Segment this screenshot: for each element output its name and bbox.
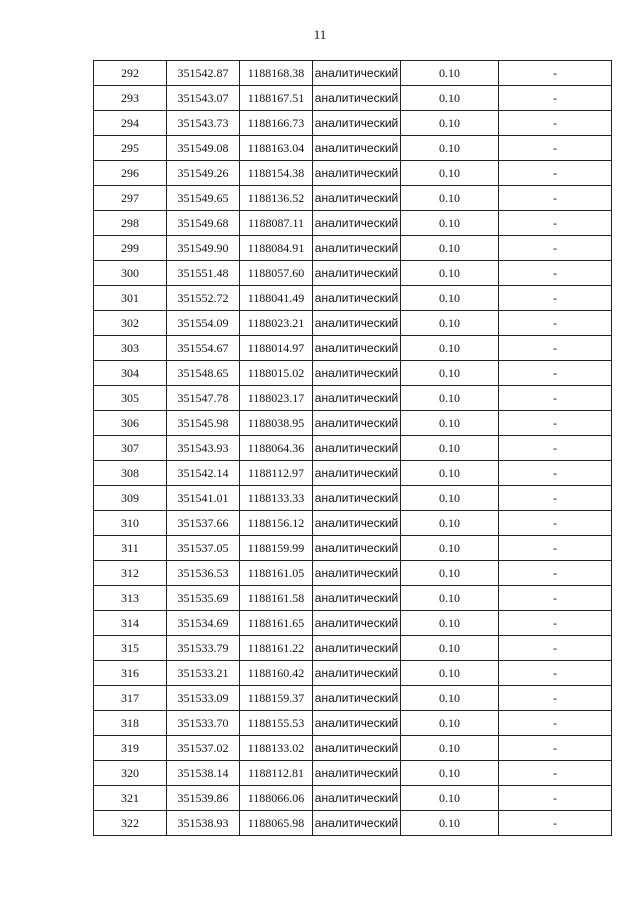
y-coordinate-cell: 1188112.81	[240, 761, 313, 786]
table-row	[94, 311, 612, 336]
y-coordinate-cell: 1188161.22	[240, 636, 313, 661]
error-cell: 0.10	[401, 586, 499, 611]
method-cell: аналитический	[313, 211, 401, 236]
method-cell: аналитический	[313, 311, 401, 336]
x-coordinate-cell: 351538.14	[167, 761, 240, 786]
table-row	[94, 561, 612, 586]
error-cell: 0.10	[401, 311, 499, 336]
table-row	[94, 386, 612, 411]
error-cell: 0.10	[401, 161, 499, 186]
note-cell: -	[499, 761, 612, 786]
method-cell: аналитический	[313, 286, 401, 311]
point-number-cell: 292	[94, 61, 167, 86]
method-cell: аналитический	[313, 811, 401, 836]
point-number-cell: 309	[94, 486, 167, 511]
error-cell: 0.10	[401, 236, 499, 261]
point-number-cell: 319	[94, 736, 167, 761]
table-row	[94, 336, 612, 361]
x-coordinate-cell: 351533.09	[167, 686, 240, 711]
y-coordinate-cell: 1188041.49	[240, 286, 313, 311]
point-number-cell: 299	[94, 236, 167, 261]
x-coordinate-cell: 351541.01	[167, 486, 240, 511]
point-number-cell: 301	[94, 286, 167, 311]
x-coordinate-cell: 351534.69	[167, 611, 240, 636]
method-cell: аналитический	[313, 461, 401, 486]
table-row	[94, 686, 612, 711]
error-cell: 0.10	[401, 536, 499, 561]
error-cell: 0.10	[401, 411, 499, 436]
coordinates-table-body	[94, 61, 612, 836]
error-cell: 0.10	[401, 261, 499, 286]
x-coordinate-cell: 351536.53	[167, 561, 240, 586]
x-coordinate-cell: 351554.09	[167, 311, 240, 336]
error-cell: 0.10	[401, 636, 499, 661]
error-cell: 0.10	[401, 436, 499, 461]
note-cell: -	[499, 511, 612, 536]
table-row	[94, 786, 612, 811]
method-cell: аналитический	[313, 361, 401, 386]
table-row	[94, 761, 612, 786]
error-cell: 0.10	[401, 761, 499, 786]
point-number-cell: 293	[94, 86, 167, 111]
note-cell: -	[499, 811, 612, 836]
point-number-cell: 297	[94, 186, 167, 211]
x-coordinate-cell: 351542.87	[167, 61, 240, 86]
note-cell: -	[499, 536, 612, 561]
point-number-cell: 311	[94, 536, 167, 561]
table-row	[94, 436, 612, 461]
table-row	[94, 811, 612, 836]
table-row	[94, 736, 612, 761]
table-row	[94, 461, 612, 486]
x-coordinate-cell: 351543.73	[167, 111, 240, 136]
point-number-cell: 308	[94, 461, 167, 486]
y-coordinate-cell: 1188084.91	[240, 236, 313, 261]
x-coordinate-cell: 351548.65	[167, 361, 240, 386]
note-cell: -	[499, 136, 612, 161]
note-cell: -	[499, 361, 612, 386]
y-coordinate-cell: 1188160.42	[240, 661, 313, 686]
error-cell: 0.10	[401, 786, 499, 811]
table-row	[94, 161, 612, 186]
note-cell: -	[499, 61, 612, 86]
y-coordinate-cell: 1188133.02	[240, 736, 313, 761]
method-cell: аналитический	[313, 411, 401, 436]
method-cell: аналитический	[313, 161, 401, 186]
table-row	[94, 361, 612, 386]
point-number-cell: 316	[94, 661, 167, 686]
method-cell: аналитический	[313, 536, 401, 561]
y-coordinate-cell: 1188023.21	[240, 311, 313, 336]
method-cell: аналитический	[313, 511, 401, 536]
point-number-cell: 313	[94, 586, 167, 611]
table-row	[94, 286, 612, 311]
note-cell: -	[499, 161, 612, 186]
y-coordinate-cell: 1188161.65	[240, 611, 313, 636]
y-coordinate-cell: 1188066.06	[240, 786, 313, 811]
point-number-cell: 302	[94, 311, 167, 336]
error-cell: 0.10	[401, 286, 499, 311]
table-row	[94, 511, 612, 536]
coordinates-table	[93, 60, 612, 836]
x-coordinate-cell: 351545.98	[167, 411, 240, 436]
note-cell: -	[499, 86, 612, 111]
point-number-cell: 306	[94, 411, 167, 436]
note-cell: -	[499, 611, 612, 636]
point-number-cell: 305	[94, 386, 167, 411]
y-coordinate-cell: 1188154.38	[240, 161, 313, 186]
point-number-cell: 310	[94, 511, 167, 536]
note-cell: -	[499, 686, 612, 711]
note-cell: -	[499, 111, 612, 136]
error-cell: 0.10	[401, 136, 499, 161]
y-coordinate-cell: 1188166.73	[240, 111, 313, 136]
error-cell: 0.10	[401, 211, 499, 236]
table-row	[94, 661, 612, 686]
x-coordinate-cell: 351549.65	[167, 186, 240, 211]
y-coordinate-cell: 1188064.36	[240, 436, 313, 461]
method-cell: аналитический	[313, 136, 401, 161]
error-cell: 0.10	[401, 86, 499, 111]
point-number-cell: 315	[94, 636, 167, 661]
error-cell: 0.10	[401, 561, 499, 586]
y-coordinate-cell: 1188038.95	[240, 411, 313, 436]
x-coordinate-cell: 351539.86	[167, 786, 240, 811]
point-number-cell: 294	[94, 111, 167, 136]
x-coordinate-cell: 351533.70	[167, 711, 240, 736]
x-coordinate-cell: 351537.66	[167, 511, 240, 536]
error-cell: 0.10	[401, 386, 499, 411]
table-row	[94, 136, 612, 161]
point-number-cell: 318	[94, 711, 167, 736]
point-number-cell: 312	[94, 561, 167, 586]
y-coordinate-cell: 1188057.60	[240, 261, 313, 286]
method-cell: аналитический	[313, 261, 401, 286]
note-cell: -	[499, 261, 612, 286]
x-coordinate-cell: 351533.79	[167, 636, 240, 661]
method-cell: аналитический	[313, 711, 401, 736]
point-number-cell: 298	[94, 211, 167, 236]
point-number-cell: 317	[94, 686, 167, 711]
note-cell: -	[499, 436, 612, 461]
method-cell: аналитический	[313, 436, 401, 461]
note-cell: -	[499, 386, 612, 411]
x-coordinate-cell: 351535.69	[167, 586, 240, 611]
y-coordinate-cell: 1188159.99	[240, 536, 313, 561]
x-coordinate-cell: 351549.90	[167, 236, 240, 261]
y-coordinate-cell: 1188065.98	[240, 811, 313, 836]
x-coordinate-cell: 351549.68	[167, 211, 240, 236]
y-coordinate-cell: 1188014.97	[240, 336, 313, 361]
table-row	[94, 536, 612, 561]
point-number-cell: 295	[94, 136, 167, 161]
x-coordinate-cell: 351554.67	[167, 336, 240, 361]
x-coordinate-cell: 351547.78	[167, 386, 240, 411]
error-cell: 0.10	[401, 336, 499, 361]
table-row	[94, 411, 612, 436]
y-coordinate-cell: 1188168.38	[240, 61, 313, 86]
note-cell: -	[499, 286, 612, 311]
error-cell: 0.10	[401, 711, 499, 736]
y-coordinate-cell: 1188161.58	[240, 586, 313, 611]
method-cell: аналитический	[313, 611, 401, 636]
method-cell: аналитический	[313, 111, 401, 136]
y-coordinate-cell: 1188167.51	[240, 86, 313, 111]
table-row	[94, 86, 612, 111]
table-row	[94, 486, 612, 511]
point-number-cell: 304	[94, 361, 167, 386]
point-number-cell: 307	[94, 436, 167, 461]
method-cell: аналитический	[313, 761, 401, 786]
y-coordinate-cell: 1188087.11	[240, 211, 313, 236]
table-row	[94, 211, 612, 236]
x-coordinate-cell: 351542.14	[167, 461, 240, 486]
note-cell: -	[499, 486, 612, 511]
method-cell: аналитический	[313, 661, 401, 686]
note-cell: -	[499, 411, 612, 436]
error-cell: 0.10	[401, 361, 499, 386]
note-cell: -	[499, 786, 612, 811]
x-coordinate-cell: 351537.05	[167, 536, 240, 561]
y-coordinate-cell: 1188163.04	[240, 136, 313, 161]
table-row	[94, 586, 612, 611]
method-cell: аналитический	[313, 786, 401, 811]
point-number-cell: 321	[94, 786, 167, 811]
error-cell: 0.10	[401, 811, 499, 836]
error-cell: 0.10	[401, 486, 499, 511]
point-number-cell: 322	[94, 811, 167, 836]
y-coordinate-cell: 1188155.53	[240, 711, 313, 736]
x-coordinate-cell: 351537.02	[167, 736, 240, 761]
y-coordinate-cell: 1188159.37	[240, 686, 313, 711]
x-coordinate-cell: 351543.07	[167, 86, 240, 111]
method-cell: аналитический	[313, 686, 401, 711]
x-coordinate-cell: 351551.48	[167, 261, 240, 286]
method-cell: аналитический	[313, 386, 401, 411]
y-coordinate-cell: 1188023.17	[240, 386, 313, 411]
table-row	[94, 186, 612, 211]
note-cell: -	[499, 711, 612, 736]
note-cell: -	[499, 311, 612, 336]
point-number-cell: 314	[94, 611, 167, 636]
x-coordinate-cell: 351538.93	[167, 811, 240, 836]
table-row	[94, 61, 612, 86]
method-cell: аналитический	[313, 186, 401, 211]
x-coordinate-cell: 351549.26	[167, 161, 240, 186]
note-cell: -	[499, 661, 612, 686]
y-coordinate-cell: 1188133.33	[240, 486, 313, 511]
method-cell: аналитический	[313, 736, 401, 761]
error-cell: 0.10	[401, 736, 499, 761]
method-cell: аналитический	[313, 236, 401, 261]
point-number-cell: 300	[94, 261, 167, 286]
error-cell: 0.10	[401, 661, 499, 686]
error-cell: 0.10	[401, 686, 499, 711]
error-cell: 0.10	[401, 61, 499, 86]
note-cell: -	[499, 461, 612, 486]
note-cell: -	[499, 211, 612, 236]
table-row	[94, 711, 612, 736]
y-coordinate-cell: 1188136.52	[240, 186, 313, 211]
method-cell: аналитический	[313, 636, 401, 661]
y-coordinate-cell: 1188015.02	[240, 361, 313, 386]
x-coordinate-cell: 351543.93	[167, 436, 240, 461]
point-number-cell: 320	[94, 761, 167, 786]
x-coordinate-cell: 351549.08	[167, 136, 240, 161]
page-number: 11	[313, 27, 327, 42]
note-cell: -	[499, 736, 612, 761]
note-cell: -	[499, 186, 612, 211]
error-cell: 0.10	[401, 461, 499, 486]
error-cell: 0.10	[401, 111, 499, 136]
error-cell: 0.10	[401, 186, 499, 211]
method-cell: аналитический	[313, 61, 401, 86]
table-row	[94, 636, 612, 661]
x-coordinate-cell: 351533.21	[167, 661, 240, 686]
y-coordinate-cell: 1188112.97	[240, 461, 313, 486]
table-row	[94, 261, 612, 286]
note-cell: -	[499, 636, 612, 661]
point-number-cell: 303	[94, 336, 167, 361]
table-row	[94, 611, 612, 636]
method-cell: аналитический	[313, 486, 401, 511]
note-cell: -	[499, 336, 612, 361]
point-number-cell: 296	[94, 161, 167, 186]
y-coordinate-cell: 1188156.12	[240, 511, 313, 536]
note-cell: -	[499, 561, 612, 586]
error-cell: 0.10	[401, 611, 499, 636]
method-cell: аналитический	[313, 336, 401, 361]
y-coordinate-cell: 1188161.05	[240, 561, 313, 586]
table-row	[94, 236, 612, 261]
method-cell: аналитический	[313, 586, 401, 611]
x-coordinate-cell: 351552.72	[167, 286, 240, 311]
table-row	[94, 111, 612, 136]
method-cell: аналитический	[313, 561, 401, 586]
method-cell: аналитический	[313, 86, 401, 111]
error-cell: 0.10	[401, 511, 499, 536]
note-cell: -	[499, 236, 612, 261]
note-cell: -	[499, 586, 612, 611]
